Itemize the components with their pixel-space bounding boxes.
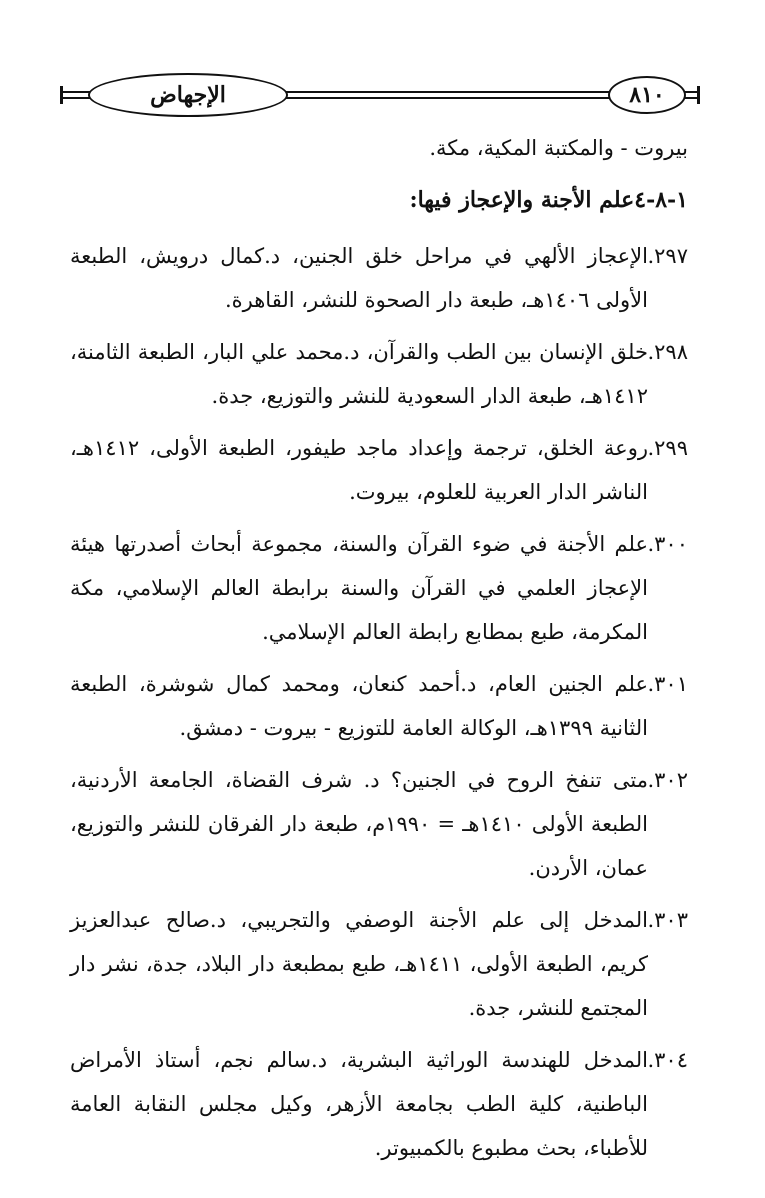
entry-text: علم الأجنة في ضوء القرآن والسنة، مجموعة أبحاث أصدرتها هيئة الإعجاز العلمي في القرآن والسنة برابطة العالم الإسلامي، مكة المكرمة، طبع بمطابع رابطة العالم الإسلامي. (70, 532, 648, 644)
bibliography-entry (70, 1038, 688, 1170)
header-rule-cap (60, 86, 71, 104)
bibliography-entry (70, 234, 688, 322)
entry-text: علم الجنين العام، د.أحمد كنعان، ومحمد كمال شوشرة، الطبعة الثانية ١٣٩٩هـ، الوكالة العامة للتوزيع - بيروت - دمشق. (70, 672, 648, 740)
entry-number: ٣٠٠. (647, 532, 688, 556)
bibliography-entry (70, 330, 688, 418)
bibliography-entry (70, 898, 688, 1030)
page-body (70, 126, 688, 1178)
header-rule-cap (689, 86, 700, 104)
bibliography-entry (70, 758, 688, 890)
page-number: ٨١٠ (608, 76, 686, 114)
entry-text: المدخل إلى علم الأجنة الوصفي والتجريبي، د.صالح عبدالعزيز كريم، الطبعة الأولى، ١٤١١هـ، طبع بمطبعة دار البلاد، جدة، نشر دار المجتمع للنشر، جدة. (70, 908, 648, 1020)
entry-text: الإعجاز الألهي في مراحل خلق الجنين، د.كمال درويش، الطبعة الأولى ١٤٠٦هـ، طبعة دار الصحوة للنشر، القاهرة. (70, 244, 648, 312)
entry-number: ٢٩٨. (647, 340, 688, 364)
entry-text: المدخل للهندسة الوراثية البشرية، د.سالم نجم، أستاذ الأمراض الباطنية، كلية الطب بجامعة الأزهر، وكيل مجلس النقابة العامة للأطباء، بحث مطبوع بالكمبيوتر. (70, 1048, 648, 1160)
entry-number: ٣٠٢. (647, 768, 688, 792)
page-header (60, 70, 700, 122)
section-heading: ١-٨-٤علم الأجنة والإعجاز فيها: (409, 187, 688, 213)
bibliography-entry (70, 426, 688, 514)
chapter-title: الإجهاض (88, 73, 288, 117)
entry-text: متى تنفخ الروح في الجنين؟ د. شرف القضاة، الجامعة الأردنية، الطبعة الأولى ١٤١٠هـ = ١٩٩٠م، طبعة دار الفرقان للنشر والتوزيع، عمان، الأردن. (70, 768, 649, 880)
entry-number: ٣٠٣. (647, 908, 688, 932)
entry-number: ٣٠٤. (647, 1048, 688, 1072)
bibliography-list (70, 234, 688, 1170)
entry-number: ٢٩٩. (647, 436, 688, 460)
bibliography-entry (70, 522, 688, 654)
entry-text: روعة الخلق، ترجمة وإعداد ماجد طيفور، الطبعة الأولى، ١٤١٢هـ، الناشر الدار العربية للعلوم، بيروت. (70, 436, 648, 504)
continued-text: بيروت - والمكتبة المكية، مكة. (429, 136, 688, 160)
entry-text: خلق الإنسان بين الطب والقرآن، د.محمد علي البار، الطبعة الثامنة، ١٤١٢هـ، طبعة الدار السعودية للنشر والتوزيع، جدة. (70, 340, 648, 408)
entry-number: ٣٠١. (647, 672, 688, 696)
entry-number: ٢٩٧. (647, 244, 688, 268)
bibliography-entry (70, 662, 688, 750)
